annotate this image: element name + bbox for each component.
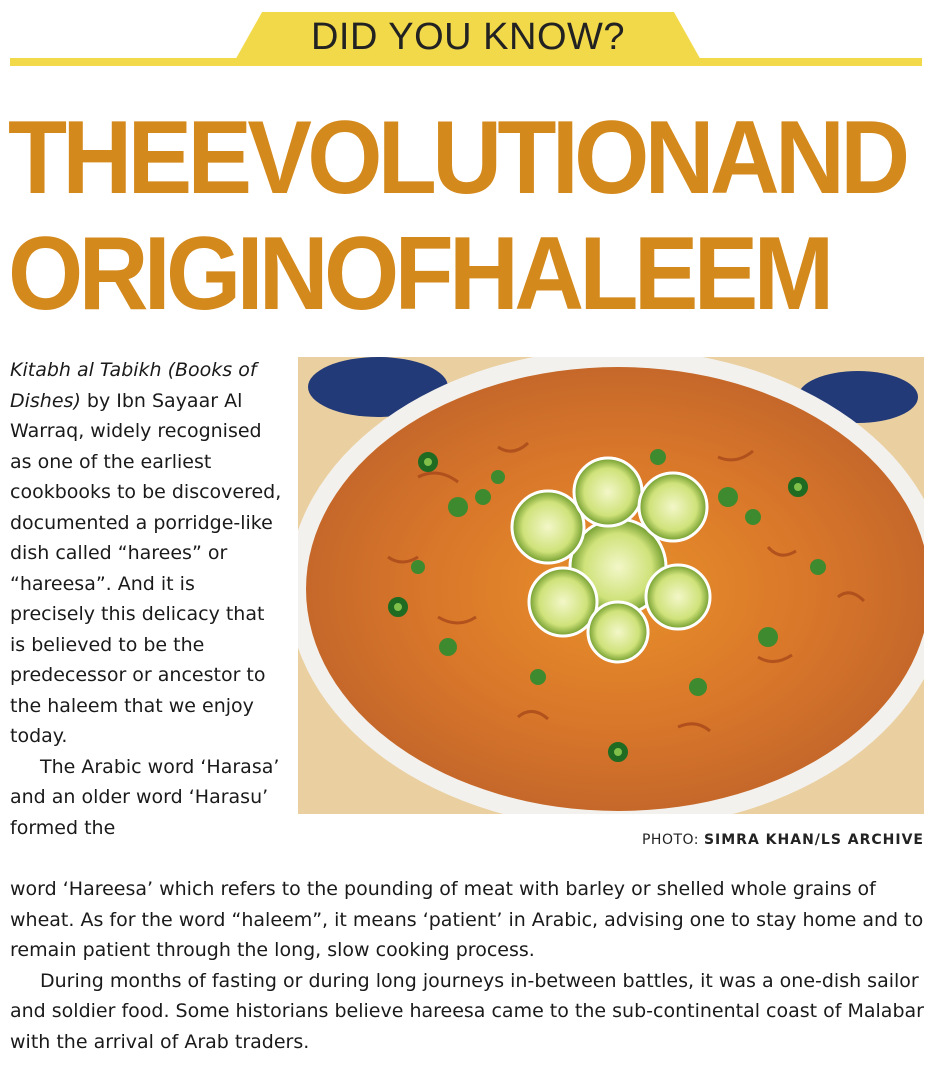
photo-credit-name: SIMRA KHAN/LS ARCHIVE <box>703 832 924 848</box>
paragraph-2-continued: word ‘Hareesa’ which refers to the pounding of meat with barley or shelled whole grains of wheat. As for the word “haleem”, it means ‘patient’ in Arabic, advising one to stay home and to remain patient through the long, slow cooking process. <box>10 878 924 961</box>
paragraph-1-text: by Ibn Sayaar Al Warraq, widely recognised as one of the earliest cookbooks to be discovered, documented a porridge-like dish called “harees” or “hareesa”. And it is precisely this delicacy that is believed to be the predecessor or ancestor to the haleem that we enjoy today. <box>10 389 282 747</box>
photo-credit-label: PHOTO: <box>641 832 699 848</box>
book-title: Kitabh al Tabikh (Books of Dishes) <box>10 359 257 412</box>
paragraph-2-start: The Arabic word ‘Harasa’ and an older word ‘Harasu’ formed the <box>10 755 280 839</box>
paragraph-3: During months of fasting or during long journeys in-between battles, it was a one-dish sailor and soldier food. Some historians believe hareesa came to the sub-continental coast of Malabar with the arrival of Arab traders. <box>10 969 924 1053</box>
article-column <box>10 355 285 843</box>
haleem-dish-illustration <box>298 357 924 814</box>
headline-line-1: THEEVOLUTIONAND <box>8 100 906 216</box>
photo-credit <box>642 832 924 848</box>
kicker-label: DID YOU KNOW? <box>310 16 626 58</box>
haleem-photo <box>298 357 924 814</box>
headline-line-2: ORIGINOFHALEEM <box>8 216 830 332</box>
article-full-width <box>10 874 924 1057</box>
paragraph-1 <box>10 355 285 752</box>
